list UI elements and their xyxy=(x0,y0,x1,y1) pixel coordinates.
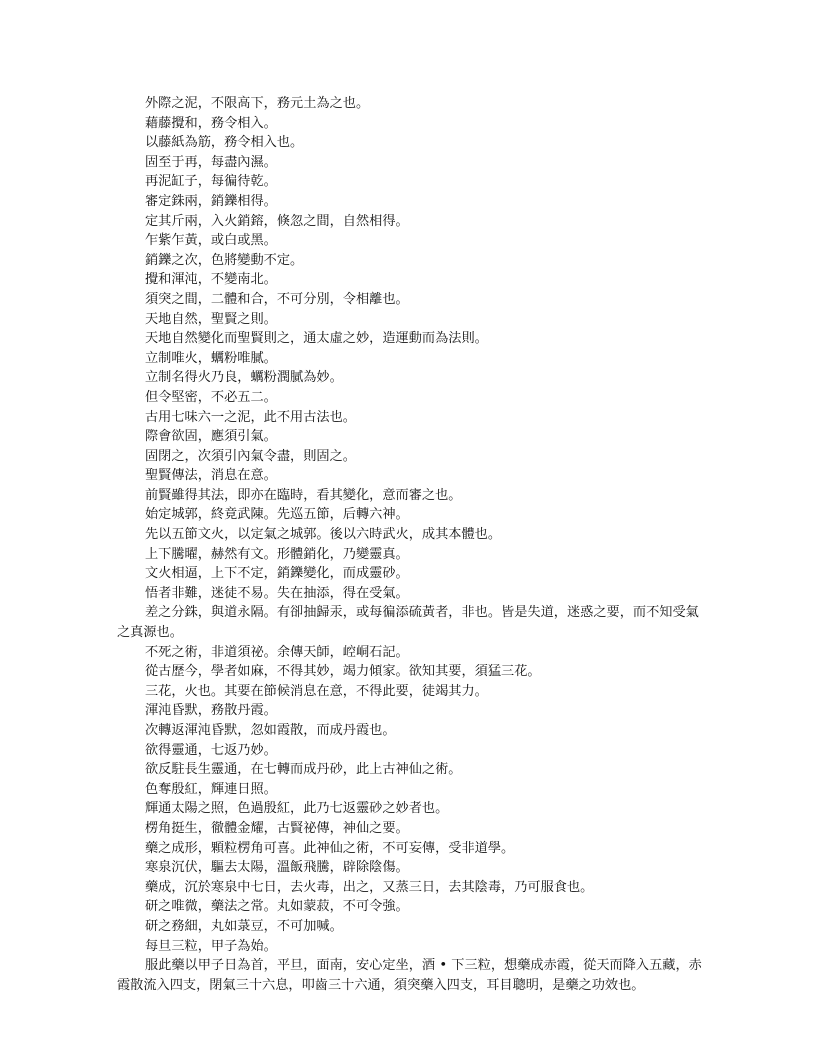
paragraph: 外際之泥，不限高下，務元土為之也。 xyxy=(145,96,370,111)
paragraph: 欲得靈通，七返乃妙。 xyxy=(145,742,277,758)
paragraph: 古用七味六一之泥，此不用古法也。 xyxy=(145,409,356,425)
paragraph: 差之分銖，與道永隔。有卻抽歸汞，或每徧添硫黃者，非也。皆是失道，迷惑之要，而不知受氣之真源也。 xyxy=(117,605,699,641)
paragraph: 乍紫乍黃，或白或黑。 xyxy=(145,233,277,249)
paragraph: 上下騰曜，赫然有文。形體銷化，乃變靈真。 xyxy=(145,546,409,562)
paragraph: 藉藤攪和，務令相入。 xyxy=(145,115,277,131)
document-body xyxy=(117,94,707,995)
paragraph: 色奪殷紅，輝連日照。 xyxy=(145,781,277,797)
paragraph: 欲反駐長生靈通，在七轉而成丹砂，此上古神仙之術。 xyxy=(145,762,462,778)
paragraph: 研之唯微，藥法之常。丸如蒙菽，不可令強。 xyxy=(145,899,409,915)
paragraph: 須突之間，二體和合，不可分別，令相離也。 xyxy=(145,291,409,307)
paragraph: 立制名得火乃良，蠣粉潤膩為妙。 xyxy=(145,370,343,386)
paragraph: 渾沌昏默，務散丹霞。 xyxy=(145,703,277,719)
paragraph: 研之務細，丸如菉豆，不可加喊。 xyxy=(145,918,343,934)
paragraph: 定其斤兩，入火銷鎔，倏忽之間，自然相得。 xyxy=(145,213,409,229)
paragraph: 攪和渾沌，不變南北。 xyxy=(145,272,277,288)
paragraph: 天地自然變化而聖賢則之，通太虛之妙，造運動而為法則。 xyxy=(145,331,488,347)
paragraph: 藥之成形，顆粒楞角可喜。此神仙之術，不可妄傳，受非道學。 xyxy=(145,840,515,856)
paragraph: 先以五節文火，以定氣之城郭。後以六時武火，成其本體也。 xyxy=(145,527,502,543)
paragraph: 立制唯火，蠣粉唯膩。 xyxy=(145,350,277,366)
paragraph: 以藤紙為筋，務令相入也。 xyxy=(145,135,304,151)
paragraph: 際會欲固，應須引氣。 xyxy=(145,429,277,445)
paragraph: 輝通太陽之照，色過殷紅，此乃七返靈砂之妙者也。 xyxy=(145,801,449,817)
paragraph: 文火相逼，上下不定，銷鑠變化，而成靈砂。 xyxy=(145,566,409,582)
paragraph: 始定城郭，終竟武陳。先巡五節，后轉六神。 xyxy=(145,507,409,523)
paragraph: 固至于再，每盡內濕。 xyxy=(145,154,277,170)
paragraph: 服此藥以甲子日為首，平旦，面南，安心定坐，酒 • 下三粒，想藥成赤霞，從天而降入五藏，赤霞散流入四支，閉氣三十六息，叩齒三十六通，須突藥入四支，耳目聰明，是藥之功效也。 xyxy=(117,958,702,993)
paragraph: 三花，火也。其要在節候消息在意，不得此要，徒竭其力。 xyxy=(145,683,488,699)
paragraph: 銷鑠之次，色將變動不定。 xyxy=(145,252,304,268)
paragraph: 固閉之，次須引內氣令盡，則固之。 xyxy=(145,448,356,464)
paragraph: 聖賢傳法，消息在意。 xyxy=(145,468,277,484)
paragraph: 悟者非難，迷徒不易。失在抽添，得在受氣。 xyxy=(145,585,409,601)
paragraph: 不死之術，非道須祕。余傳天師，崆峒石記。 xyxy=(145,644,409,660)
paragraph: 楞角挺生，徹體金耀，古賢祕傳，神仙之要。 xyxy=(145,820,409,836)
paragraph: 藥成，沉於寒泉中七日，去火毒，出之，又蒸三日，去其陰毒，乃可服食也。 xyxy=(145,879,594,895)
paragraph: 前賢雖得其法，即亦在臨時，看其變化，意而審之也。 xyxy=(145,487,462,503)
paragraph: 再泥缸子，每徧待乾。 xyxy=(145,174,277,190)
paragraph: 寒泉沉伏，驅去太陽，溫飯飛騰，辟除陰傷。 xyxy=(145,860,409,876)
paragraph: 天地自然，聖賢之則。 xyxy=(145,311,277,327)
paragraph: 審定銖兩，銷鑠相得。 xyxy=(145,193,277,209)
paragraph: 次轉返渾沌昏默，忽如霞散，而成丹霞也。 xyxy=(145,723,396,738)
paragraph: 每旦三粒，甲子為始。 xyxy=(145,938,277,954)
paragraph: 但令堅密，不必五二。 xyxy=(145,389,277,405)
paragraph: 從古歷今，學者如麻，不得其妙，竭力傾家。欲知其要，須猛三花。 xyxy=(145,664,541,680)
